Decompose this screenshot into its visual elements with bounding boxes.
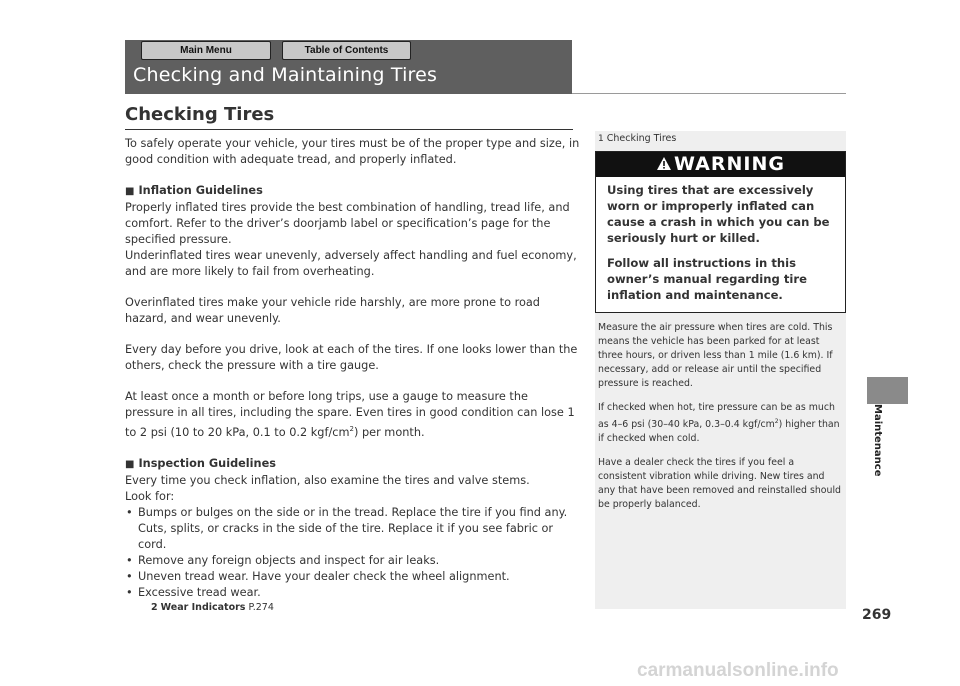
list-item: • Bumps or bulges on the side or in the tread. Replace the tire if you find any. Cuts, splits, or cracks in the side of the tire. Replace it if you see fabric or cord.: [125, 505, 580, 553]
warning-text: Using tires that are excessively worn or improperly inflated can cause a crash in which you can be seriously hurt or killed. Follow all instructions in this owner’s manual regarding tire inflation and maintenance.: [607, 183, 830, 302]
sidebar-notes: [598, 321, 844, 522]
wear-indicators-link[interactable]: 2 Wear Indicators P.274: [151, 601, 274, 613]
section-title: Checking and Maintaining Tires: [133, 64, 438, 86]
main-menu-button[interactable]: Main Menu: [141, 41, 271, 60]
chapter-tab-label: Maintenance: [872, 404, 883, 477]
inflation-paragraph-3: Overinflated tires make your vehicle ride harshly, are more prone to road hazard, and wear unevenly.: [125, 296, 540, 325]
inspection-paragraph-1: Every time you check inflation, also examine the tires and valve stems.: [125, 473, 530, 487]
inspection-paragraph-2: Look for:: [125, 489, 175, 503]
sidebar-note-3: Have a dealer check the tires if you feel a consistent vibration while driving. New tires and any that have been removed and reinstalled should be properly balanced.: [598, 457, 842, 511]
page-heading: Checking Tires: [125, 104, 275, 125]
intro-paragraph: To safely operate your vehicle, your tires must be of the proper type and size, in good condition with adequate tread, and properly inflated.: [125, 137, 580, 166]
chapter-tab[interactable]: [867, 377, 908, 404]
list-item: • Remove any foreign objects and inspect for air leaks.: [125, 553, 580, 569]
main-content: [125, 136, 580, 615]
square-bullet-icon: ■: [125, 458, 135, 470]
square-bullet-icon: ■: [125, 186, 135, 197]
page-number: 269: [862, 607, 892, 623]
inspection-guidelines-heading: ■ Inspection Guidelines: [125, 456, 276, 470]
list-item: • Excessive tread wear.: [125, 585, 580, 601]
sidebar-note-1: Measure the air pressure when tires are cold. This means the vehicle has been parked for at least three hours, or driven less than 1 mile (1.6 km). If necessary, add or release air until the specified pressure is reached.: [598, 322, 833, 389]
inflation-guidelines-heading: ■ Inflation Guidelines: [125, 184, 263, 197]
watermark: carmanualsonline.info: [637, 660, 839, 681]
cross-reference-icon: 2: [151, 601, 158, 613]
heading-divider: [125, 129, 573, 130]
sidebar-note-2: If checked when hot, tire pressure can be as much as 4–6 psi (30–40 kPa, 0.3–0.4 kgf/$cm^2$) higher than if checked when cold.: [598, 402, 840, 445]
note-icon: 1: [598, 134, 604, 144]
inflation-paragraph-5: At least once a month or before long trips, use a gauge to measure the pressure in all tires, including the spare. Even tires in good condition can lose 1 to 2 psi (10 to 20 kPa, 0.1 to 0.2 kgf/$cm^2$) per month.: [125, 390, 575, 439]
warning-header: WARNING: [596, 152, 845, 177]
header-divider: [572, 93, 846, 94]
warning-box: [595, 151, 846, 313]
warning-triangle-icon: [656, 156, 672, 171]
table-of-contents-button[interactable]: Table of Contents: [282, 41, 411, 60]
sidebar-label: 1 Checking Tires: [598, 133, 677, 144]
inspection-list: [125, 505, 580, 601]
inflation-paragraph-1: Properly inflated tires provide the best combination of handling, tread life, and comfort. Refer to the driver’s doorjamb label or specification’s page for the specified pressure.: [125, 201, 570, 246]
inflation-paragraph-2: Underinflated tires wear unevenly, adversely affect handling and fuel economy, and are more likely to fail from overheating.: [125, 249, 577, 278]
inflation-paragraph-4: Every day before you drive, look at each of the tires. If one looks lower than the others, check the pressure with a tire gauge.: [125, 343, 578, 372]
list-item: • Uneven tread wear. Have your dealer check the wheel alignment.: [125, 569, 580, 585]
